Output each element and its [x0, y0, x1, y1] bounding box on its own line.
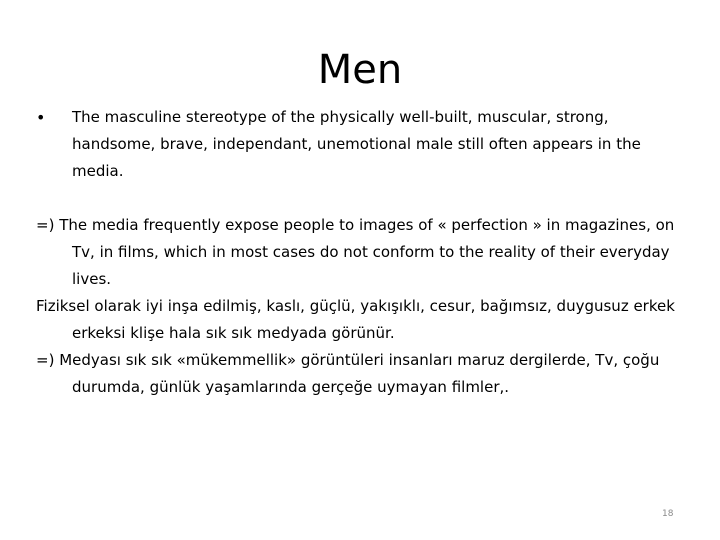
- bullet-paragraph-english-stereotype: [36, 104, 686, 185]
- bullet-icon: •: [36, 108, 46, 127]
- slide-title: Men: [317, 47, 403, 93]
- page-number: 18: [662, 509, 674, 519]
- paragraph-spacer: [36, 185, 686, 212]
- paragraph-turkish-media: =) Medyası sık sık «mükemmellik» görüntüleri insanları maruz dergilerde, Tv, çoğu durumda, günlük yaşamlarında gerçeğe uymayan filmler,.: [36, 351, 660, 396]
- paragraph-turkish-stereotype: Fiziksel olarak iyi inşa edilmiş, kaslı, güçlü, yakışıklı, cesur, bağımsız, duygusuz erkek erkeksi klişe hala sık sık medyada görünür.: [36, 297, 675, 342]
- paragraph-english-media: =) The media frequently expose people to images of « perfection » in magazines, on Tv, in films, which in most cases do not conform to the reality of their everyday lives.: [36, 216, 675, 288]
- slide-body: [36, 104, 686, 401]
- paragraph-text: The masculine stereotype of the physically well-built, muscular, strong, handsome, brave, independant, unemotional male still often appears in the media.: [72, 108, 641, 180]
